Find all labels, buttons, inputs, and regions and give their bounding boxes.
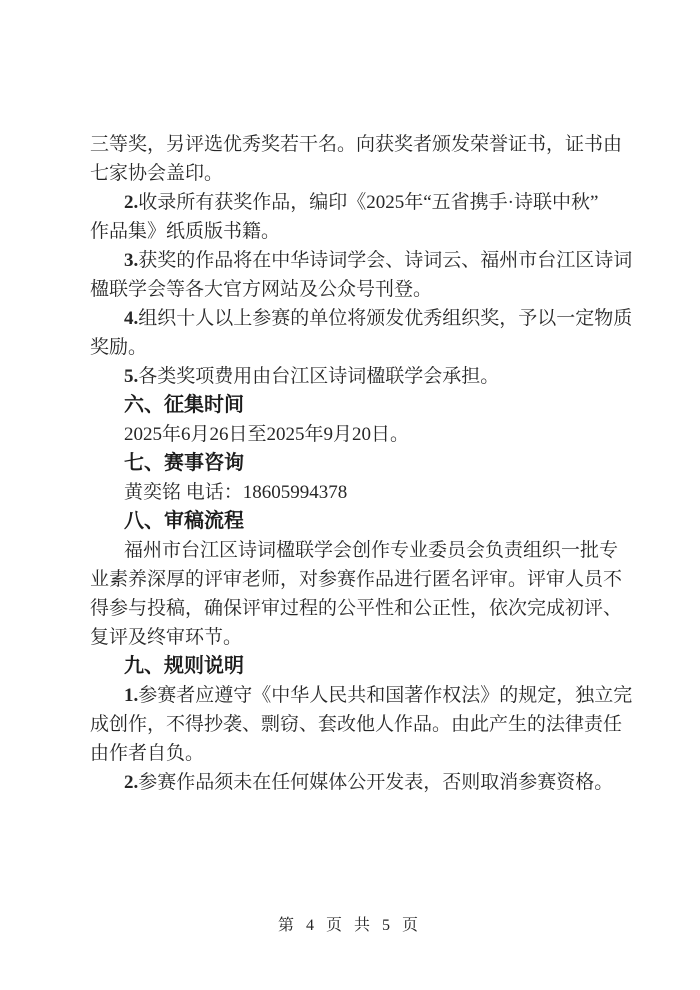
- contact-line: 黄奕铭 电话：18605994378: [124, 482, 348, 503]
- list-number: 2.: [124, 772, 139, 793]
- section-heading-6: 六、征集时间: [124, 394, 244, 416]
- text-line: 成创作，不得抄袭、剽窃、套改他人作品。由此产生的法律责任: [90, 714, 623, 735]
- text-line: [90, 768, 618, 797]
- list-number: 5.: [124, 366, 139, 387]
- text-line-content: 获奖的作品将在中华诗词学会、诗词云、福州市台江区诗词: [138, 250, 633, 271]
- list-number: 2.: [124, 192, 139, 213]
- list-number: 4.: [124, 308, 139, 329]
- text-line: 作品集》纸质版书籍。: [90, 221, 281, 242]
- text-line: 七家协会盖印。: [90, 163, 224, 184]
- text-line: [90, 681, 633, 710]
- section-heading-9: 九、规则说明: [124, 655, 244, 677]
- text-line: [90, 188, 618, 217]
- text-line: 楹联学会等各大官方网站及公众号刊登。: [90, 279, 433, 300]
- text-line: 三等奖，另评选优秀奖若干名。向获奖者颁发荣誉证书，证书由: [90, 134, 623, 155]
- text-line: 得参与投稿，确保评审过程的公平性和公正性，依次完成初评、: [90, 598, 623, 619]
- page-number-footer: 第 4 页 共 5 页: [277, 917, 422, 934]
- document-body: [90, 130, 633, 797]
- list-number: 3.: [124, 250, 139, 271]
- text-line-content: 收录所有获奖作品，编印《2025年“五省携手·诗联中秋”: [138, 192, 599, 213]
- section-heading-7: 七、赛事咨询: [124, 452, 244, 474]
- text-line: [90, 304, 633, 333]
- text-line: 复评及终审环节。: [90, 627, 243, 648]
- text-line-content: 组织十人以上参赛的单位将颁发优秀组织奖，予以一定物质: [138, 308, 633, 329]
- text-line: 2025年6月26日至2025年9月20日。: [124, 424, 410, 445]
- section-heading-8: 八、审稿流程: [124, 510, 244, 532]
- text-line: 福州市台江区诗词楹联学会创作专业委员会负责组织一批专: [124, 540, 619, 561]
- text-line: 由作者自负。: [90, 743, 205, 764]
- text-line: [90, 362, 618, 391]
- text-line: 业素养深厚的评审老师，对参赛作品进行匿名评审。评审人员不: [90, 569, 623, 590]
- text-line-content: 参赛者应遵守《中华人民共和国著作权法》的规定，独立完: [138, 685, 633, 706]
- text-line: 奖励。: [90, 337, 148, 358]
- list-number: 1.: [124, 685, 139, 706]
- text-line: [90, 246, 633, 275]
- text-line-content: 各类奖项费用由台江区诗词楹联学会承担。: [138, 366, 500, 387]
- text-line-content: 参赛作品须未在任何媒体公开发表，否则取消参赛资格。: [138, 772, 614, 793]
